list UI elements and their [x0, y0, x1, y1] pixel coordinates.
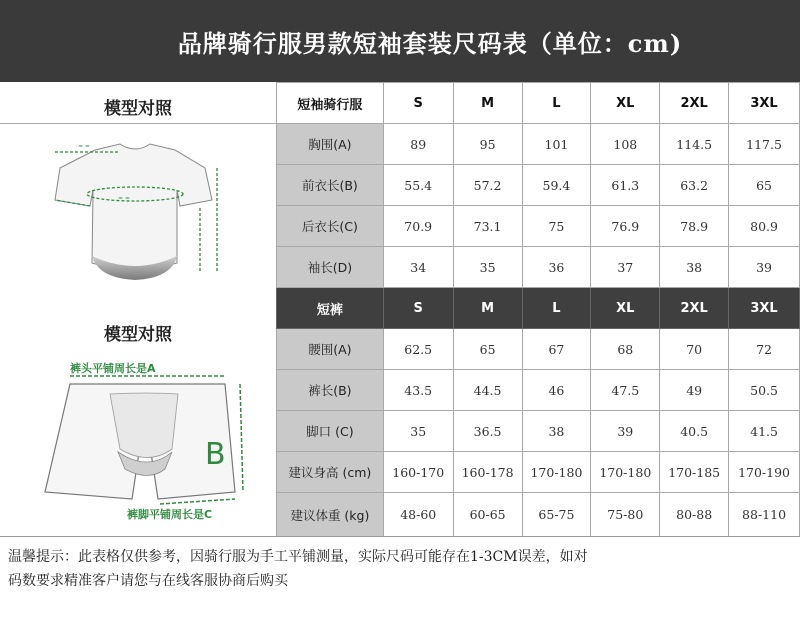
size-header: S	[383, 288, 453, 329]
chest-mark: ≈ ≈	[118, 195, 130, 202]
table-cell: 170-180	[591, 452, 660, 493]
table-cell: 101	[522, 124, 591, 165]
row-label: 建议体重 (kg)	[277, 493, 384, 537]
length-measure-line	[240, 384, 243, 492]
table-cell: 63.2	[660, 165, 729, 206]
size-header: 3XL	[729, 83, 800, 124]
table-cell: 75-80	[591, 493, 660, 537]
jersey-shape	[55, 144, 212, 270]
table-cell: 39	[591, 411, 660, 452]
size-table	[276, 82, 800, 537]
table-cell: 72	[729, 329, 800, 370]
table-cell: 38	[660, 247, 729, 288]
size-header: L	[522, 83, 591, 124]
table-row	[277, 493, 800, 537]
shoulder-mark: ≈ ≈	[78, 143, 90, 150]
table-cell: 78.9	[660, 206, 729, 247]
leg-measure-line	[160, 499, 235, 504]
table-cell: 61.3	[591, 165, 660, 206]
model-panel	[0, 82, 277, 536]
table-cell: 37	[591, 247, 660, 288]
row-label: 后衣长(C)	[277, 206, 384, 247]
table-cell: 114.5	[660, 124, 729, 165]
table-cell: 50.5	[729, 370, 800, 411]
row-label: 裤长(B)	[277, 370, 384, 411]
table-row	[277, 124, 800, 165]
jersey-model-label: 模型对照	[104, 99, 172, 119]
table-cell: 49	[660, 370, 729, 411]
table-cell: 40.5	[660, 411, 729, 452]
waist-label: 裤头平铺周长是A	[70, 362, 156, 375]
size-header: 2XL	[660, 83, 729, 124]
model-divider	[0, 123, 276, 124]
table-cell: 70	[660, 329, 729, 370]
row-label: 袖长(D)	[277, 247, 384, 288]
shorts-diagram	[0, 354, 276, 524]
table-cell: 36	[522, 247, 591, 288]
jersey-diagram	[0, 128, 276, 298]
row-label: 建议身高 (cm)	[277, 452, 384, 493]
table-cell: 38	[522, 411, 591, 452]
shorts-chamois	[110, 393, 178, 458]
table-row	[277, 411, 800, 452]
table-cell: 59.4	[522, 165, 591, 206]
table-cell: 65	[729, 165, 800, 206]
table-cell: 95	[453, 124, 522, 165]
table-cell: 55.4	[383, 165, 453, 206]
size-header: M	[453, 288, 522, 329]
size-header: XL	[591, 83, 660, 124]
table-cell: 65-75	[522, 493, 591, 537]
table-cell: 47.5	[591, 370, 660, 411]
title-bar	[0, 0, 800, 82]
table-cell: 170-180	[522, 452, 591, 493]
table-cell: 35	[383, 411, 453, 452]
table-cell: 73.1	[453, 206, 522, 247]
size-header: 2XL	[660, 288, 729, 329]
jersey-header-label: 短袖骑行服	[277, 83, 384, 124]
table-cell: 46	[522, 370, 591, 411]
table-row	[277, 165, 800, 206]
table-cell: 70.9	[383, 206, 453, 247]
shorts-model-label: 模型对照	[104, 325, 172, 345]
table-cell: 68	[591, 329, 660, 370]
table-cell: 160-178	[453, 452, 522, 493]
table-cell: 170-190	[729, 452, 800, 493]
size-note	[0, 536, 800, 617]
shorts-header-row	[277, 288, 800, 329]
table-row	[277, 247, 800, 288]
table-cell: 43.5	[383, 370, 453, 411]
table-cell: 67	[522, 329, 591, 370]
table-cell: 60-65	[453, 493, 522, 537]
table-cell: 39	[729, 247, 800, 288]
table-cell: 76.9	[591, 206, 660, 247]
table-row	[277, 452, 800, 493]
table-cell: 108	[591, 124, 660, 165]
note-line-2: 码数要求精准客户请您与在线客服协商后购买	[8, 573, 288, 589]
size-header: 3XL	[729, 288, 800, 329]
table-row	[277, 329, 800, 370]
table-cell: 35	[453, 247, 522, 288]
table-cell: 41.5	[729, 411, 800, 452]
table-cell: 48-60	[383, 493, 453, 537]
page-title: 品牌骑行服男款短袖套装尺码表（单位：cm)	[177, 28, 683, 58]
table-cell: 36.5	[453, 411, 522, 452]
size-header: L	[522, 288, 591, 329]
table-cell: 89	[383, 124, 453, 165]
table-cell: 57.2	[453, 165, 522, 206]
length-letter: B	[205, 437, 226, 472]
row-label: 胸围(A)	[277, 124, 384, 165]
row-label: 脚口 (C)	[277, 411, 384, 452]
size-header: XL	[591, 288, 660, 329]
table-cell: 44.5	[453, 370, 522, 411]
note-line-1: 温馨提示：此表格仅供参考，因骑行服为手工平铺测量，实际尺码可能存在1-3CM误差，如对	[8, 549, 588, 565]
table-cell: 62.5	[383, 329, 453, 370]
leg-label: 裤脚平铺周长是C	[127, 508, 213, 521]
table-row	[277, 370, 800, 411]
shorts-header-label: 短裤	[277, 288, 384, 329]
size-header: M	[453, 83, 522, 124]
size-table-body	[277, 83, 800, 537]
table-cell: 34	[383, 247, 453, 288]
jersey-header-row	[277, 83, 800, 124]
table-row	[277, 206, 800, 247]
table-cell: 160-170	[383, 452, 453, 493]
table-cell: 88-110	[729, 493, 800, 537]
table-cell: 117.5	[729, 124, 800, 165]
row-label: 腰围(A)	[277, 329, 384, 370]
table-cell: 65	[453, 329, 522, 370]
row-label: 前衣长(B)	[277, 165, 384, 206]
table-cell: 75	[522, 206, 591, 247]
table-cell: 80-88	[660, 493, 729, 537]
size-header: S	[383, 83, 453, 124]
table-cell: 80.9	[729, 206, 800, 247]
table-cell: 170-185	[660, 452, 729, 493]
